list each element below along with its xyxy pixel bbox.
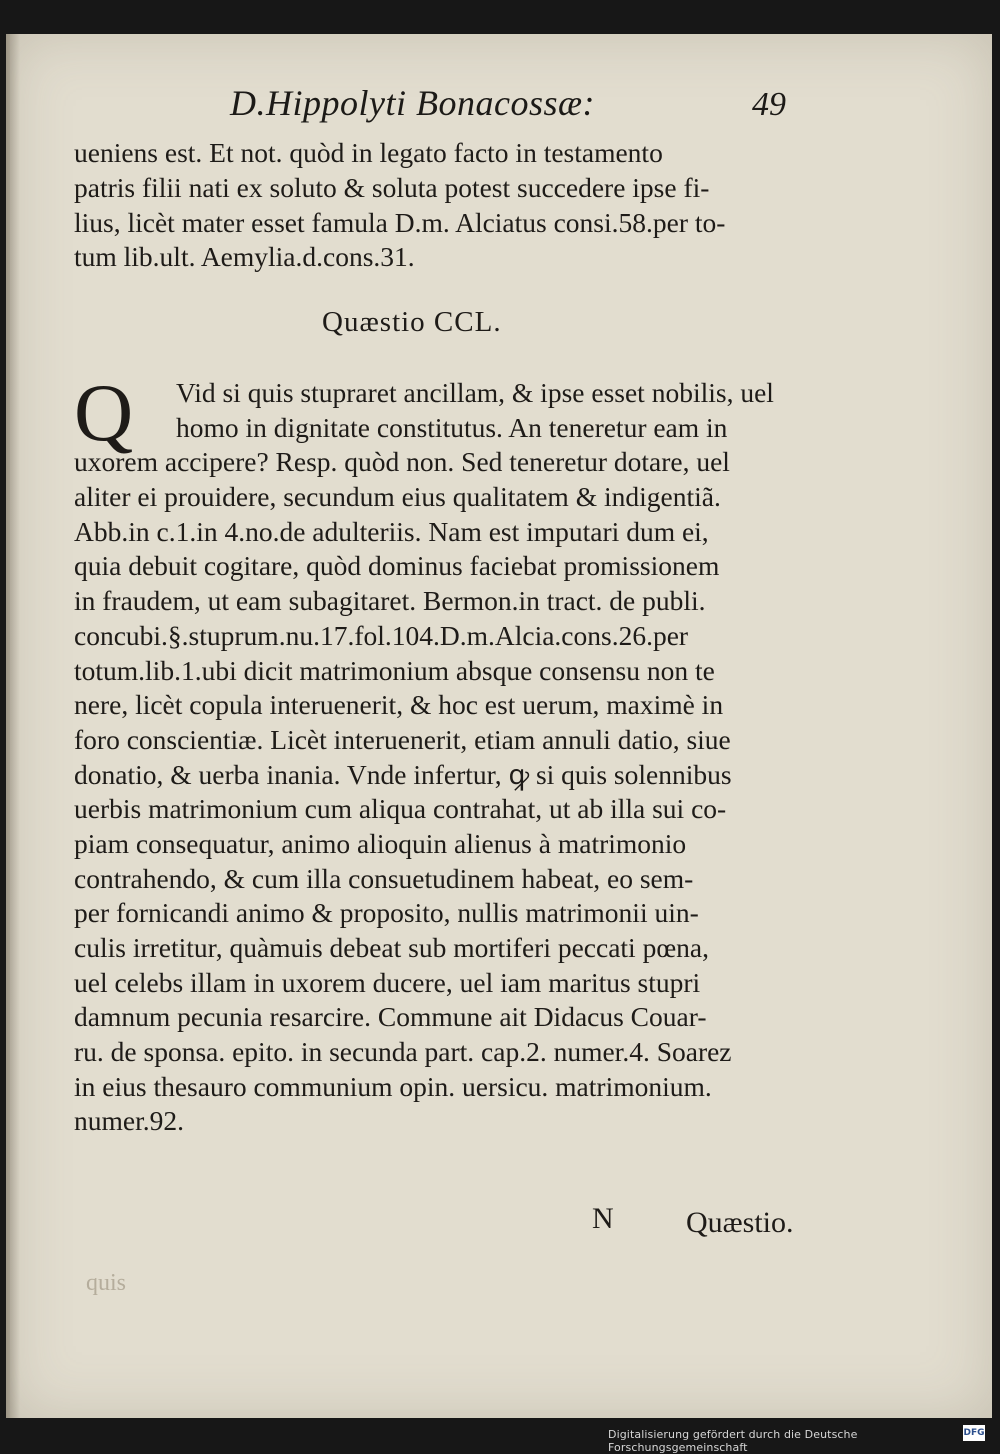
continuation-paragraph: [74, 136, 834, 275]
text-line: lius, licèt mater esset famula D.m. Alciatus consi.58.per to-: [74, 206, 726, 238]
text-line: foro conscientiæ. Licèt interuenerit, etiam annuli datio, siue: [74, 723, 731, 755]
question-paragraph: [74, 376, 834, 1139]
text-line: in eius thesauro communium opin. uersicu. matrimonium.: [74, 1070, 712, 1102]
digitization-credit: Digitalisierung gefördert durch die Deutsche Forschungsgemeinschaft: [608, 1428, 858, 1454]
signature-mark: N: [592, 1202, 614, 1235]
gutter-shadow: [6, 34, 20, 1418]
text-line: concubi.§.stuprum.nu.17.fol.104.D.m.Alcia.cons.26.per: [74, 619, 689, 651]
text-line: per fornicandi animo & proposito, nullis matrimonii uin-: [74, 897, 699, 929]
question-heading: Quæstio CCL.: [322, 306, 502, 338]
text-line: uerbis matrimonium cum aliqua contrahat, ut ab illa sui co-: [74, 793, 727, 825]
text-line: patris filii nati ex soluto & soluta potest succedere ipse fi-: [74, 171, 710, 203]
text-line: ru. de sponsa. epito. in secunda part. cap.2. numer.4. Soarez: [74, 1036, 732, 1068]
text-line: numer.92.: [74, 1105, 184, 1137]
text-line: quia debuit cogitare, quòd dominus faciebat promissionem: [74, 550, 720, 582]
text-line: Abb.in c.1.in 4.no.de adulteriis. Nam est imputari dum ei,: [74, 515, 709, 547]
text-line: damnum pecunia resarcire. Commune ait Didacus Couar-: [74, 1001, 707, 1033]
text-line: uxorem accipere? Resp. quòd non. Sed teneretur dotare, uel: [74, 446, 730, 478]
bleed-through-text: quis: [86, 1270, 127, 1296]
text-line: piam consequatur, animo alioquin alienus à matrimonio: [74, 827, 687, 859]
text-line: uel celebs illam in uxorem ducere, uel iam maritus stupri: [74, 966, 701, 998]
text-line: contrahendo, & cum illa consuetudinem habeat, eo sem-: [74, 862, 694, 894]
text-line: aliter ei prouidere, secundum eius qualitatem & indigentiã.: [74, 481, 721, 513]
text-line: homo in dignitate constitutus. An teneretur eam in: [176, 411, 728, 443]
text-line: Vid si quis stupraret ancillam, & ipse esset nobilis, uel: [176, 377, 774, 408]
text-line: culis irretitur, quàmuis debeat sub mortiferi peccati pœna,: [74, 932, 710, 963]
text-line: nere, licèt copula interuenerit, & hoc est uerum, maximè in: [74, 689, 724, 721]
page-number: 49: [752, 86, 786, 123]
drop-cap: Q: [74, 367, 134, 458]
text-line: ueniens est. Et not. quòd in legato facto in testamento: [74, 137, 663, 168]
text-line: in fraudem, ut eam subagitaret. Bermon.in tract. de publi.: [74, 585, 706, 617]
dfg-logo: DFG: [963, 1425, 985, 1441]
text-line: totum.lib.1.ubi dicit matrimonium absque consensu non te: [74, 654, 715, 686]
text-line: tum lib.ult. Aemylia.d.cons.31.: [74, 241, 415, 273]
running-title: D.Hippolyti Bonacossæ:: [230, 83, 595, 123]
text-line: donatio, & uerba inania. Vnde infertur, ꝙ si quis solennibus: [74, 758, 732, 790]
catchword: Quæstio.: [686, 1206, 794, 1239]
